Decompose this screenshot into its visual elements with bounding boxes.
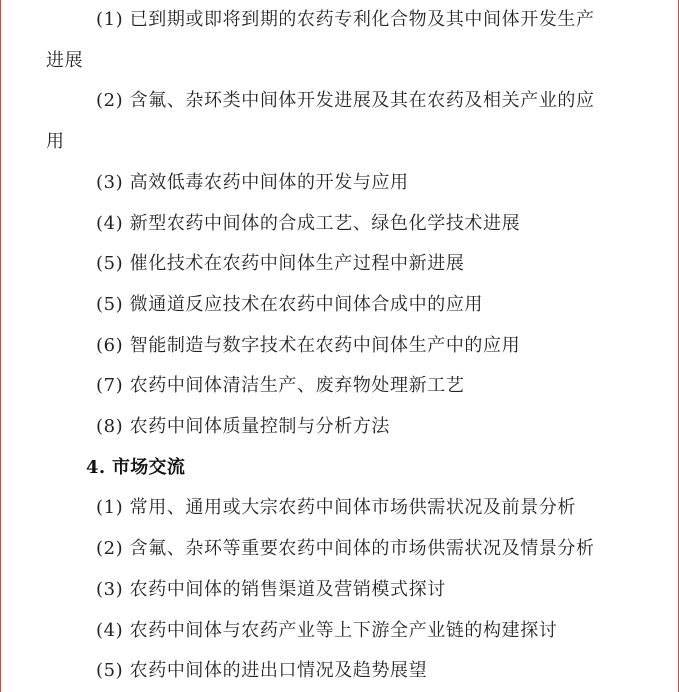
market-item-1: (1) 常用、通用或大宗农药中间体市场供需状况及前景分析 [96,497,577,519]
list-item-2-continuation: 用 [46,131,65,153]
list-item-3: (3) 高效低毒农药中间体的开发与应用 [96,171,409,193]
list-item-7: (7) 农药中间体清洁生产、废弃物处理新工艺 [96,375,465,397]
market-item-5: (5) 农药中间体的进出口情况及趋势展望 [96,660,428,682]
list-item-5-microchannel: (5) 微通道反应技术在农药中间体合成中的应用 [96,293,484,315]
list-item-1-first-line: (1) 已到期或即将到期的农药专利化合物及其中间体开发生产 [96,9,595,30]
list-item-2-first-line: (2) 含氟、杂环类中间体开发进展及其在农药及相关产业的应 [96,90,595,112]
list-item-1-continuation: 进展 [46,49,84,71]
document-body [46,0,652,692]
market-item-4: (4) 农药中间体与农药产业等上下游全产业链的构建探讨 [96,619,558,641]
market-item-2: (2) 含氟、杂环等重要农药中间体的市场供需状况及情景分析 [96,538,595,560]
list-item-8: (8) 农药中间体质量控制与分析方法 [96,416,391,438]
section-heading-market: 4. 市场交流 [86,456,186,478]
market-item-3: (3) 农药中间体的销售渠道及营销模式探讨 [96,578,446,600]
list-item-6: (6) 智能制造与数字技术在农药中间体生产中的应用 [96,334,521,356]
list-item-5-catalysis: (5) 催化技术在农药中间体生产过程中新进展 [96,253,465,275]
list-item-4: (4) 新型农药中间体的合成工艺、绿色化学技术进展 [96,212,521,234]
